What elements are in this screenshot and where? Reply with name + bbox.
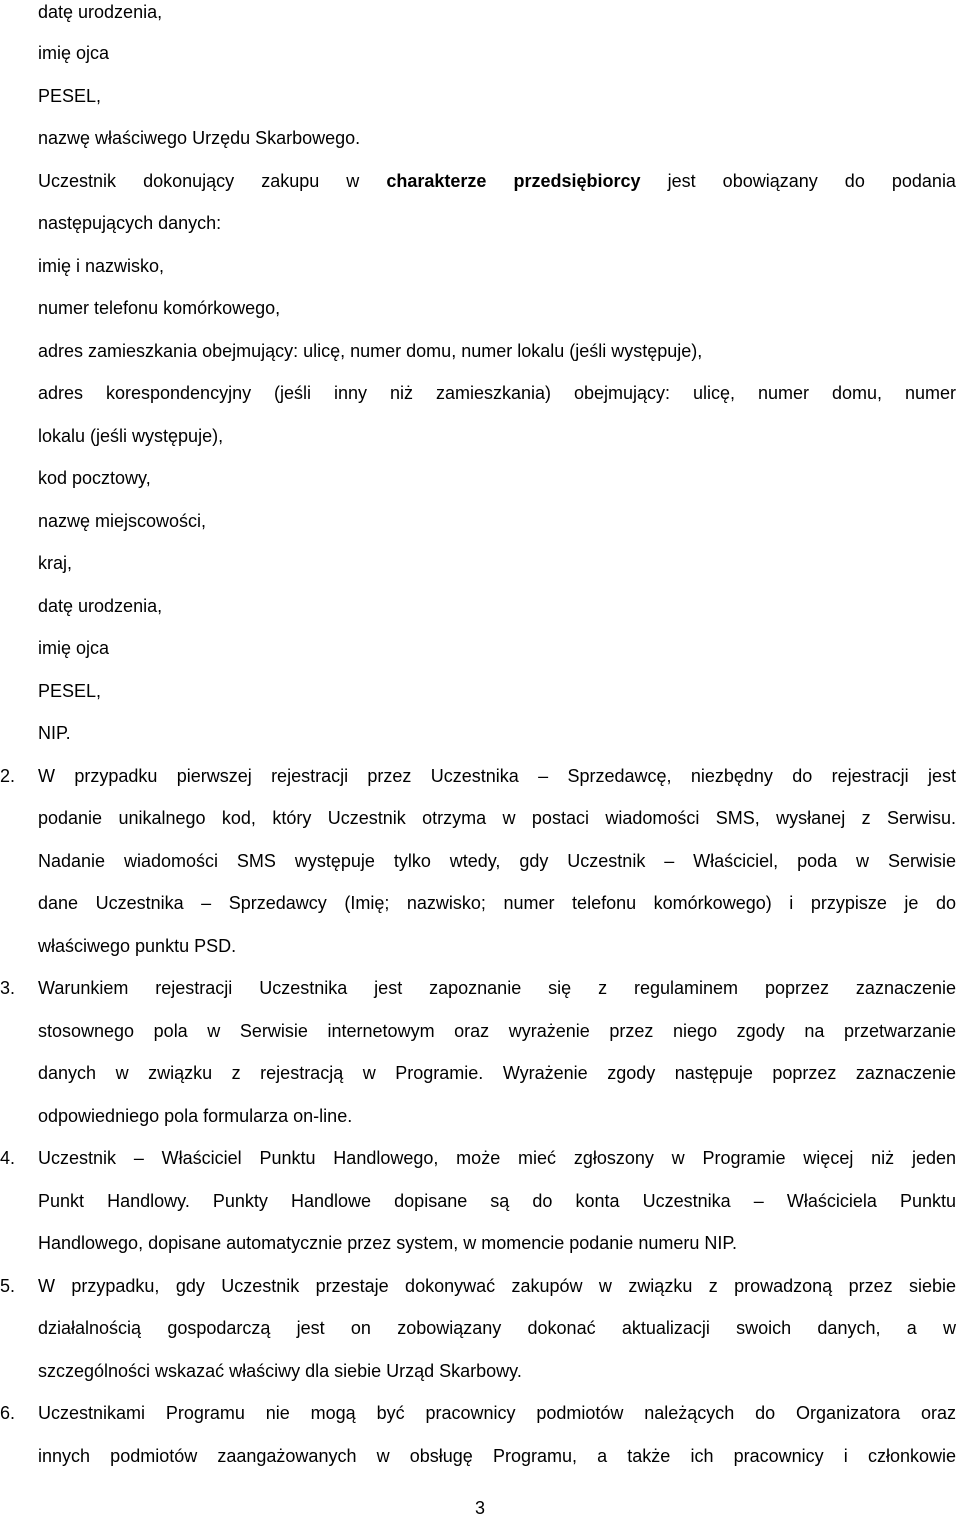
intro-bold-text: charakterze przedsiębiorcy: [386, 171, 641, 191]
section-line: Nadanie wiadomości SMS występuje tylko wtedy, gdy Uczestnik – Właściciel, poda w Serwisie: [38, 851, 956, 871]
section-line: W przypadku pierwszej rejestracji przez Uczestnika – Sprzedawcę, niezbędny do rejestracji jest: [38, 766, 956, 786]
list-item: imię ojca: [38, 43, 110, 63]
section-number: 3.: [0, 978, 16, 998]
section-line: właściwego punktu PSD.: [38, 936, 237, 956]
section-number: 4.: [0, 1148, 16, 1168]
list-item: lokalu (jeśli występuje),: [38, 426, 224, 446]
entrepreneur-intro: [38, 169, 956, 193]
list-item: kod pocztowy,: [38, 468, 151, 488]
section-line: Warunkiem rejestracji Uczestnika jest zapoznanie się z regulaminem poprzez zaznaczenie: [38, 978, 956, 998]
list-item: imię i nazwisko,: [38, 256, 165, 276]
section-line: dane Uczestnika – Sprzedawcy (Imię; nazwisko; numer telefonu komórkowego) i przypisze je do: [38, 893, 956, 913]
list-item: numer telefonu komórkowego,: [38, 298, 281, 318]
section-number: 5.: [0, 1276, 16, 1296]
section-line: Uczestnikami Programu nie mogą być pracownicy podmiotów należących do Organizatora oraz: [38, 1403, 956, 1423]
list-item: NIP.: [38, 723, 71, 743]
list-item: nazwę właściwego Urzędu Skarbowego.: [38, 128, 361, 148]
section-line: podanie unikalnego kod, który Uczestnik otrzyma w postaci wiadomości SMS, wysłanej z Serwisu.: [38, 808, 956, 828]
list-item: imię ojca: [38, 638, 110, 658]
list-item: datę urodzenia,: [38, 2, 163, 22]
section-number: 6.: [0, 1403, 16, 1423]
section-line: danych w związku z rejestracją w Programie. Wyrażenie zgody następuje poprzez zaznaczenie: [38, 1063, 956, 1083]
section-line: działalnością gospodarczą jest on zobowiązany dokonać aktualizacji swoich danych, a w: [38, 1318, 956, 1338]
intro-text: Uczestnik dokonujący zakupu w: [38, 171, 360, 191]
list-item: PESEL,: [38, 681, 102, 701]
section-line: Handlowego, dopisane automatycznie przez system, w momencie podanie numeru NIP.: [38, 1233, 738, 1253]
section-line: W przypadku, gdy Uczestnik przestaje dokonywać zakupów w związku z prowadzoną przez siebie: [38, 1276, 956, 1296]
list-item: PESEL,: [38, 86, 102, 106]
section-line: Punkt Handlowy. Punkty Handlowe dopisane są do konta Uczestnika – Właściciela Punktu: [38, 1191, 956, 1211]
list-item: kraj,: [38, 553, 73, 573]
section-line: odpowiedniego pola formularza on-line.: [38, 1106, 353, 1126]
intro-text: jest obowiązany do podania: [667, 171, 956, 191]
list-item: adres korespondencyjny (jeśli inny niż zamieszkania) obejmujący: ulicę, numer domu, numer: [38, 383, 956, 403]
list-item: nazwę miejscowości,: [38, 511, 207, 531]
list-item: adres zamieszkania obejmujący: ulicę, numer domu, numer lokalu (jeśli występuje),: [38, 341, 703, 361]
section-line: szczególności wskazać właściwy dla siebie Urząd Skarbowy.: [38, 1361, 522, 1381]
list-item: datę urodzenia,: [38, 596, 163, 616]
page-number: 3: [474, 1498, 485, 1518]
entrepreneur-intro-continued: następujących danych:: [38, 213, 222, 233]
section-line: stosownego pola w Serwisie internetowym oraz wyrażenie przez niego zgody na przetwarzanie: [38, 1021, 956, 1041]
section-number: 2.: [0, 766, 16, 786]
section-line: Uczestnik – Właściciel Punktu Handlowego, może mieć zgłoszony w Programie więcej niż jeden: [38, 1148, 956, 1168]
section-line: innych podmiotów zaangażowanych w obsługę Programu, a także ich pracownicy i członkowie: [38, 1446, 956, 1466]
